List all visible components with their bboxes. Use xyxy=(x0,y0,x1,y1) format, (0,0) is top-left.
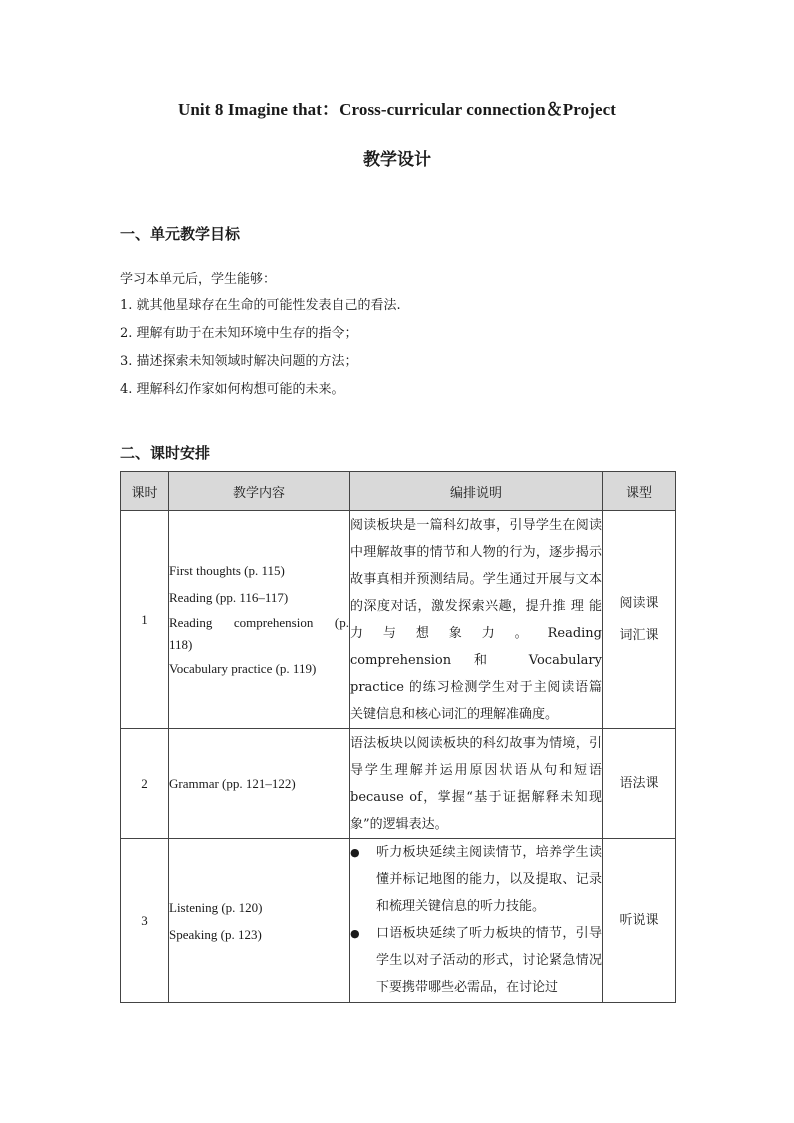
table-row xyxy=(121,729,676,839)
section-heading-objectives: 一、单元教学目标 xyxy=(120,225,241,243)
lesson-description: 语法板块以阅读板块的科幻故事为情境，引导学生理解并运用原因状语从句和短语 because of，掌握“基于证据解释未知现象”的逻辑表达。 xyxy=(350,729,603,839)
content-item: Speaking (p. 123) xyxy=(169,926,262,942)
header-lesson: 课时 xyxy=(121,472,169,511)
header-description: 编排说明 xyxy=(350,472,603,511)
table-row xyxy=(121,839,676,1003)
type-label: 阅读课 xyxy=(619,595,659,611)
header-content: 教学内容 xyxy=(169,472,350,511)
lesson-type xyxy=(603,511,676,729)
table-row xyxy=(121,511,676,729)
lesson-description xyxy=(350,839,603,1003)
type-label: 语法课 xyxy=(619,775,659,791)
content-item: Listening (p. 120) xyxy=(169,899,263,915)
lesson-type xyxy=(603,729,676,839)
content-item: 118) xyxy=(169,637,193,652)
bullet-item xyxy=(350,839,602,920)
document-title: Unit 8 Imagine that：Cross-curricular connection＆Project xyxy=(178,100,616,119)
table-header-row xyxy=(121,472,676,511)
bullet-dot-icon: ● xyxy=(350,927,360,940)
lesson-content xyxy=(169,511,350,729)
content-item: Grammar (pp. 121–122) xyxy=(169,776,296,791)
type-label: 听说课 xyxy=(619,912,659,928)
lesson-number: 3 xyxy=(121,839,169,1003)
type-label: 词汇课 xyxy=(619,627,659,643)
content-item: First thoughts (p. 115) xyxy=(169,563,285,578)
objective-item: 3. 描述探索未知领域时解决问题的方法； xyxy=(120,354,358,369)
objective-item: 2. 理解有助于在未知环境中生存的指令； xyxy=(120,326,358,341)
lesson-content xyxy=(169,729,350,839)
objectives-intro: 学习本单元后，学生能够： xyxy=(120,272,277,287)
lesson-description: 阅读板块是一篇科幻故事，引导学生在阅读中理解故事的情节和人物的行为，逐步揭示故事真相并预测结局。学生通过开展与文本的深度对话，激发探索兴趣，提升推 理 能 力 与 想 象 力 。 Reading comprehension 和 Vocabulary practice 的练习检测学生对于主阅读语篇关键信息和核心词汇的理解准确度。 xyxy=(350,511,603,729)
lesson-number: 2 xyxy=(121,729,169,839)
lesson-number: 1 xyxy=(121,511,169,729)
content-item: Reading comprehension (p. xyxy=(169,615,349,630)
bullet-text: 口语板块延续了听力板块的情节，引导学生以对子活动的形式，讨论紧急情况下要携带哪些必需品，在讨论过 xyxy=(376,926,602,995)
bullet-text: 听力板块延续主阅读情节，培养学生读懂并标记地图的能力，以及提取、记录和梳理关键信息的听力技能。 xyxy=(376,845,602,914)
lesson-content xyxy=(169,839,350,1003)
content-item: Reading (pp. 116–117) xyxy=(169,590,289,605)
schedule-table xyxy=(120,471,676,1003)
header-type: 课型 xyxy=(603,472,676,511)
objective-item: 4. 理解科幻作家如何构想可能的未来。 xyxy=(120,382,345,397)
bullet-dot-icon: ● xyxy=(350,846,360,859)
document-subtitle: 教学设计 xyxy=(363,150,431,170)
objective-item: 1. 就其他星球存在生命的可能性发表自己的看法. xyxy=(120,298,401,313)
section-heading-schedule: 二、课时安排 xyxy=(120,444,211,462)
bullet-item xyxy=(350,920,602,1001)
lesson-type xyxy=(603,839,676,1003)
objectives-list xyxy=(120,296,401,408)
content-item: Vocabulary practice (p. 119) xyxy=(169,661,317,676)
